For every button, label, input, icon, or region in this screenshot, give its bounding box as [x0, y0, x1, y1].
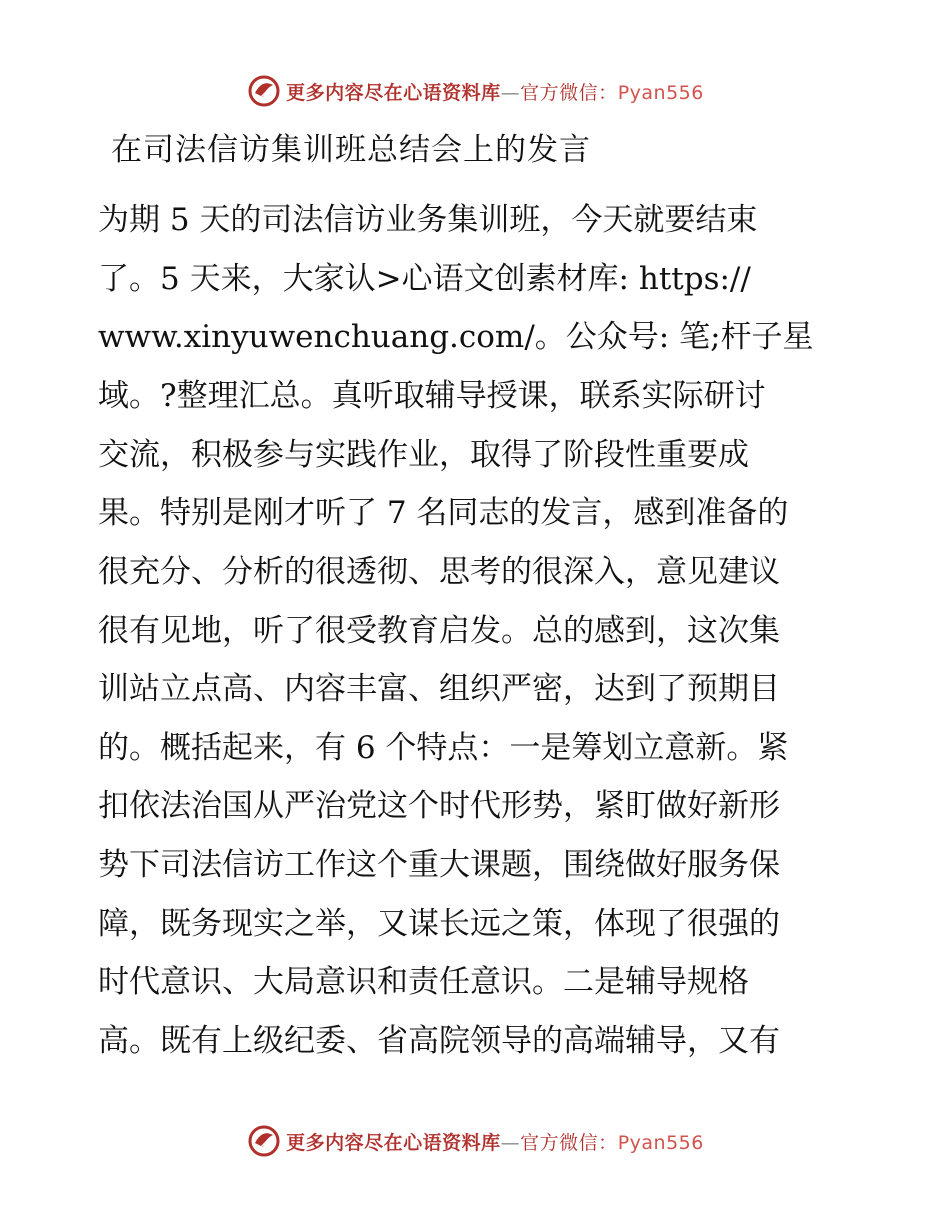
footer-separator: —	[500, 1131, 521, 1154]
document-title: 在司法信访集训班总结会上的发言	[111, 132, 591, 168]
footer-banner-text	[286, 1128, 704, 1155]
header-brand-text: 更多内容尽在心语资料库	[286, 81, 501, 104]
body-line: 时代意识、大局意识和责任意识。二是辅导规格	[98, 964, 749, 1000]
header-banner	[0, 71, 950, 111]
body-line: 势下司法信访工作这个重大课题，围绕做好服务保	[98, 847, 780, 883]
body-line: 域。?整理汇总。真听取辅导授课，联系实际研讨	[98, 378, 766, 414]
header-banner-text	[286, 78, 704, 105]
body-line: 交流，积极参与实践作业，取得了阶段性重要成	[98, 437, 749, 473]
brand-logo-icon	[246, 73, 282, 109]
header-wechat-id: Pyan556	[617, 81, 704, 104]
body-line: 了。5 天来，大家认>心语文创素材库: https://	[98, 261, 751, 297]
body-line: www.xinyuwenchuang.com/。公众号: 笔;杆子星	[98, 319, 814, 355]
body-line: 很有见地，听了很受教育启发。总的感到，这次集	[98, 613, 780, 649]
body-line: 的。概括起来，有 6 个特点：一是筹划立意新。紧	[98, 730, 789, 766]
body-line: 为期 5 天的司法信访业务集训班，今天就要结束	[98, 202, 758, 238]
footer-brand-text: 更多内容尽在心语资料库	[286, 1131, 501, 1154]
body-line: 很充分、分析的很透彻、思考的很深入，意见建议	[98, 554, 780, 590]
body-line: 果。特别是刚才听了 7 名同志的发言，感到准备的	[98, 495, 789, 531]
footer-wechat-id: Pyan556	[617, 1131, 704, 1154]
header-wechat-label: 官方微信：	[520, 81, 618, 104]
body-line: 扣依法治国从严治党这个时代形势，紧盯做好新形	[98, 788, 780, 824]
body-line: 训站立点高、内容丰富、组织严密，达到了预期目	[98, 671, 780, 707]
header-separator: —	[500, 81, 521, 104]
brand-logo-icon	[246, 1123, 282, 1159]
body-line: 高。既有上级纪委、省高院领导的高端辅导，又有	[98, 1023, 780, 1059]
footer-banner	[0, 1121, 950, 1161]
body-line: 障，既务现实之举，又谋长远之策，体现了很强的	[98, 906, 780, 942]
footer-wechat-label: 官方微信：	[520, 1131, 618, 1154]
